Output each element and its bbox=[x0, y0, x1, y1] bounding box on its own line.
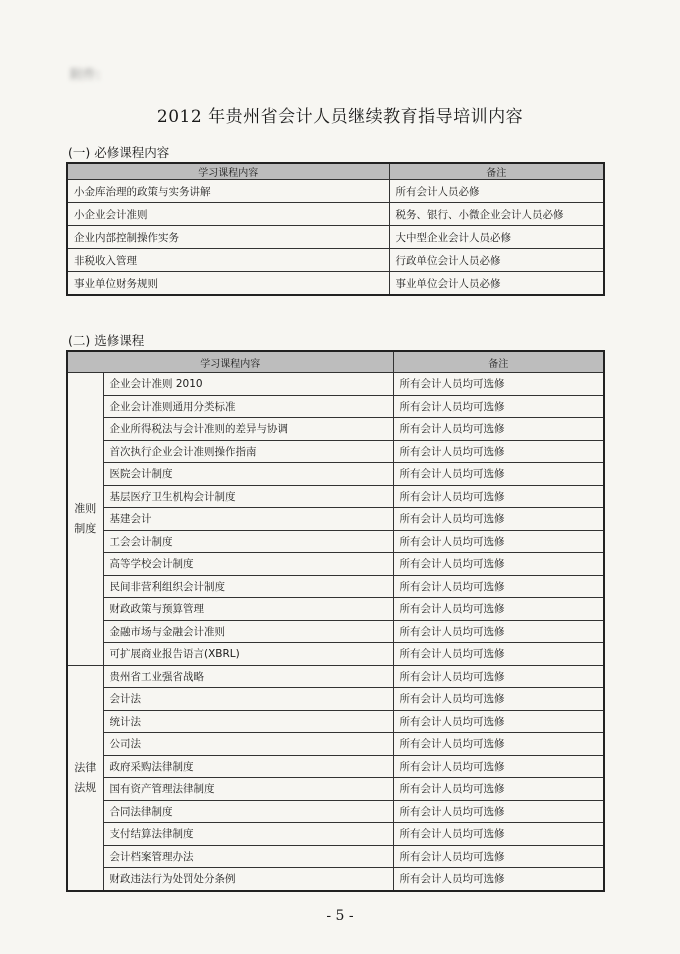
remark-cell: 所有会计人员均可选修 bbox=[393, 553, 604, 576]
table-row bbox=[67, 373, 604, 396]
remark-cell: 所有会计人员均可选修 bbox=[393, 485, 604, 508]
course-name-cell: 支付结算法律制度 bbox=[103, 823, 393, 846]
remark-cell: 所有会计人员均可选修 bbox=[393, 823, 604, 846]
table-row bbox=[67, 710, 604, 733]
remark-cell: 所有会计人员均可选修 bbox=[393, 463, 604, 486]
remark-cell: 所有会计人员均可选修 bbox=[393, 755, 604, 778]
attachment-label: 附件: bbox=[70, 68, 101, 83]
course-name-cell: 企业会计准则通用分类标准 bbox=[103, 395, 393, 418]
course-name-cell: 基层医疗卫生机构会计制度 bbox=[103, 485, 393, 508]
table-row bbox=[67, 508, 604, 531]
table-row bbox=[67, 530, 604, 553]
table-row bbox=[67, 203, 604, 226]
course-name-cell: 工会会计制度 bbox=[103, 530, 393, 553]
remark-cell: 大中型企业会计人员必修 bbox=[389, 226, 604, 249]
page-title: 2012 年贵州省会计人员继续教育指导培训内容 bbox=[156, 107, 524, 127]
table-row bbox=[67, 643, 604, 666]
course-name-cell: 小金库治理的政策与实务讲解 bbox=[67, 180, 389, 203]
remark-cell: 所有会计人员均可选修 bbox=[393, 620, 604, 643]
table-row bbox=[67, 418, 604, 441]
remark-cell: 所有会计人员均可选修 bbox=[393, 530, 604, 553]
table-row bbox=[67, 800, 604, 823]
course-name-cell: 事业单位财务规则 bbox=[67, 272, 389, 296]
table-row bbox=[67, 823, 604, 846]
table-row bbox=[67, 272, 604, 296]
remark-cell: 所有会计人员必修 bbox=[389, 180, 604, 203]
course-name-cell: 基建会计 bbox=[103, 508, 393, 531]
table-row bbox=[67, 575, 604, 598]
table-row bbox=[67, 553, 604, 576]
remark-cell: 所有会计人员均可选修 bbox=[393, 800, 604, 823]
table-row bbox=[67, 485, 604, 508]
remark-cell: 所有会计人员均可选修 bbox=[393, 868, 604, 891]
table-row bbox=[67, 620, 604, 643]
table-row bbox=[67, 868, 604, 891]
table-row bbox=[67, 463, 604, 486]
elective-courses-table bbox=[66, 350, 605, 892]
table-row bbox=[67, 395, 604, 418]
remark-cell: 所有会计人员均可选修 bbox=[393, 688, 604, 711]
remark-cell: 所有会计人员均可选修 bbox=[393, 598, 604, 621]
course-name-cell: 非税收入管理 bbox=[67, 249, 389, 272]
table-row bbox=[67, 440, 604, 463]
course-name-cell: 企业所得税法与会计准则的差异与协调 bbox=[103, 418, 393, 441]
table-header-row bbox=[67, 163, 604, 180]
course-name-cell: 会计法 bbox=[103, 688, 393, 711]
page-number: - 5 - bbox=[326, 908, 354, 924]
course-name-cell: 财政政策与预算管理 bbox=[103, 598, 393, 621]
course-name-cell: 国有资产管理法律制度 bbox=[103, 778, 393, 801]
course-name-cell: 统计法 bbox=[103, 710, 393, 733]
remark-cell: 所有会计人员均可选修 bbox=[393, 643, 604, 666]
remark-cell: 事业单位会计人员必修 bbox=[389, 272, 604, 296]
table-row bbox=[67, 755, 604, 778]
table-row bbox=[67, 665, 604, 688]
course-name-cell: 小企业会计准则 bbox=[67, 203, 389, 226]
table-row bbox=[67, 598, 604, 621]
column-header-remark: 备注 bbox=[393, 351, 604, 373]
course-name-cell: 高等学校会计制度 bbox=[103, 553, 393, 576]
course-name-cell: 公司法 bbox=[103, 733, 393, 756]
course-name-cell: 首次执行企业会计准则操作指南 bbox=[103, 440, 393, 463]
table-row bbox=[67, 733, 604, 756]
course-name-cell: 金融市场与金融会计准则 bbox=[103, 620, 393, 643]
elective-section-title: (二) 选修课程 bbox=[68, 333, 145, 348]
remark-cell: 税务、银行、小微企业会计人员必修 bbox=[389, 203, 604, 226]
remark-cell: 行政单位会计人员必修 bbox=[389, 249, 604, 272]
course-name-cell: 政府采购法律制度 bbox=[103, 755, 393, 778]
remark-cell: 所有会计人员均可选修 bbox=[393, 575, 604, 598]
column-header-course: 学习课程内容 bbox=[67, 351, 393, 373]
table-row bbox=[67, 778, 604, 801]
group-label-cell: 准则制度 bbox=[67, 373, 103, 666]
remark-cell: 所有会计人员均可选修 bbox=[393, 845, 604, 868]
table-row bbox=[67, 845, 604, 868]
required-courses-table bbox=[66, 162, 605, 296]
course-name-cell: 医院会计制度 bbox=[103, 463, 393, 486]
course-name-cell: 可扩展商业报告语言(XBRL) bbox=[103, 643, 393, 666]
remark-cell: 所有会计人员均可选修 bbox=[393, 710, 604, 733]
table-header-row bbox=[67, 351, 604, 373]
remark-cell: 所有会计人员均可选修 bbox=[393, 778, 604, 801]
table-row bbox=[67, 249, 604, 272]
column-header-remark: 备注 bbox=[389, 163, 604, 180]
course-name-cell: 企业会计准则 2010 bbox=[103, 373, 393, 396]
course-name-cell: 贵州省工业强省战略 bbox=[103, 665, 393, 688]
remark-cell: 所有会计人员均可选修 bbox=[393, 418, 604, 441]
course-name-cell: 合同法律制度 bbox=[103, 800, 393, 823]
required-section-title: (一) 必修课程内容 bbox=[68, 145, 170, 160]
table-row bbox=[67, 226, 604, 249]
remark-cell: 所有会计人员均可选修 bbox=[393, 395, 604, 418]
remark-cell: 所有会计人员均可选修 bbox=[393, 508, 604, 531]
course-name-cell: 会计档案管理办法 bbox=[103, 845, 393, 868]
course-name-cell: 企业内部控制操作实务 bbox=[67, 226, 389, 249]
column-header-course: 学习课程内容 bbox=[67, 163, 389, 180]
remark-cell: 所有会计人员均可选修 bbox=[393, 733, 604, 756]
group-label-cell: 法律法规 bbox=[67, 665, 103, 891]
course-name-cell: 民间非营利组织会计制度 bbox=[103, 575, 393, 598]
table-row bbox=[67, 180, 604, 203]
table-row bbox=[67, 688, 604, 711]
remark-cell: 所有会计人员均可选修 bbox=[393, 440, 604, 463]
remark-cell: 所有会计人员均可选修 bbox=[393, 373, 604, 396]
remark-cell: 所有会计人员均可选修 bbox=[393, 665, 604, 688]
course-name-cell: 财政违法行为处罚处分条例 bbox=[103, 868, 393, 891]
